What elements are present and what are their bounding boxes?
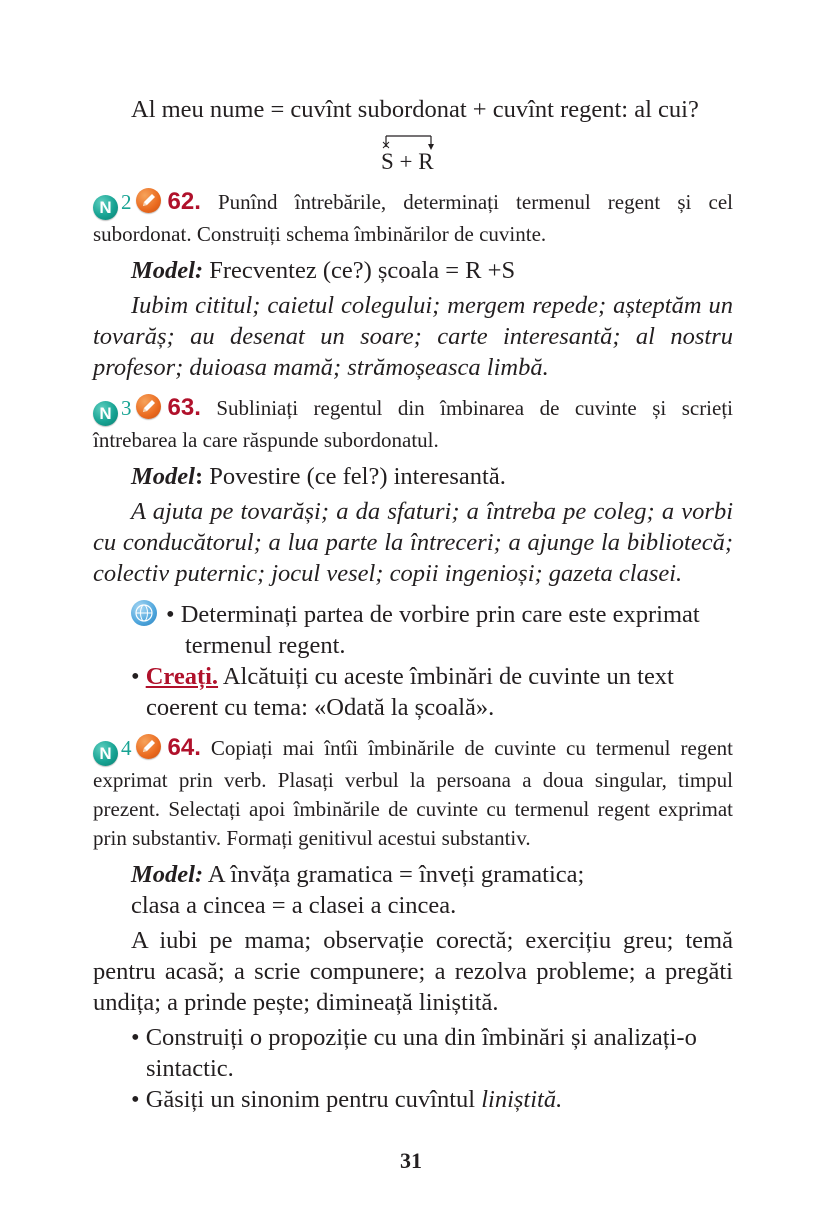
- creati-label: Creați.: [145, 663, 219, 690]
- model-line: [93, 255, 733, 286]
- exercise-instruction: Subliniați regentul din îmbinarea de cuvinte și scrieți întrebarea la care răspunde subordonatul.: [93, 396, 734, 452]
- bullet-list: [93, 599, 733, 723]
- bullet-item: [131, 661, 733, 692]
- pencil-icon: [136, 188, 161, 213]
- level-number: 2: [121, 190, 132, 214]
- exercise-items: A ajuta pe tovarăși; a da sfaturi; a întreba pe coleg; a vorbi cu conducătorul; a lua parte la întreceri; a ajunge la bibliotecă; colectiv puternic; jocul vesel; copii ingenioși; gazeta clasei.: [93, 498, 733, 587]
- n-level-icon: N: [93, 741, 118, 766]
- bullet-text: • Determinați partea de vorbire prin care este exprimat: [166, 601, 700, 628]
- globe-icon: [131, 600, 157, 626]
- model-text: Frecventez (ce?) școala = R +S: [209, 257, 516, 284]
- bullet-text: Alcătuiți cu aceste îmbinări de cuvinte un text: [218, 663, 674, 690]
- exercise-number: 62.: [167, 188, 201, 215]
- exercise-62-header: [93, 187, 733, 249]
- model-text: Povestire (ce fel?) interesantă.: [209, 463, 506, 490]
- exercise-number: 64.: [167, 734, 201, 761]
- bullet-dot: •: [131, 663, 146, 690]
- model-label: Model:: [131, 861, 204, 888]
- exercise-instruction: Copiați mai întîi îmbinările de cuvinte cu termenul regent exprimat prin verb. Plasați verbul la persoana a doua singular, timpul prezent. Selectați apoi îmbinările de cuvinte cu termenul regent exprimat prin substantiv. Formați genitivul acestui substantiv.: [93, 736, 733, 850]
- pencil-icon: [136, 734, 161, 759]
- bullet-continuation: sintactic.: [146, 1055, 234, 1082]
- model-text: A învăța gramatica = înveți gramatica;: [207, 861, 585, 888]
- bullet-item: • Construiți o propoziție cu una din îmbinări și analizați-o: [131, 1024, 697, 1051]
- bullet-text: • Găsiți un sinonim pentru cuvîntul: [131, 1086, 482, 1113]
- model-line-2: clasa a cincea = a clasei a cincea.: [131, 892, 457, 919]
- level-number: 4: [121, 736, 132, 760]
- page-number: 31: [400, 1148, 422, 1173]
- model-line: [93, 859, 733, 890]
- model-label: Model:: [131, 257, 204, 284]
- model-line: [93, 461, 733, 492]
- exercise-items: A iubi pe mama; observație corectă; exercițiu greu; temă pentru acasă; a scrie compunere; a rezolva probleme; a pregăti undița; a prinde pește; dimineață liniștită.: [93, 927, 733, 1016]
- bullet-list: [93, 1022, 733, 1115]
- bullet-item: [131, 599, 733, 630]
- exercise-64-header: [93, 733, 733, 853]
- schema-block: [93, 125, 733, 177]
- level-number: 3: [121, 396, 132, 420]
- model-colon: :: [194, 463, 204, 490]
- pencil-icon: [136, 394, 161, 419]
- exercise-items: Iubim cititul; caietul colegului; mergem repede; așteptăm un tovarăș; au desenat un soare; carte interesantă; al nostru profesor; duioasa mamă; strămoșeasca limbă.: [93, 292, 733, 381]
- emphasized-word: liniștită.: [481, 1086, 563, 1113]
- bullet-item: [131, 1084, 733, 1115]
- n-level-icon: N: [93, 195, 118, 220]
- textbook-page: [93, 94, 733, 1115]
- exercise-instruction: Punînd întrebările, determinați termenul regent și cel subordonat. Construiți schema îmbinărilor de cuvinte.: [93, 190, 733, 246]
- exercise-number: 63.: [167, 394, 201, 421]
- n-level-icon: N: [93, 401, 118, 426]
- intro-line: Al meu nume = cuvînt subordonat + cuvînt regent: al cui?: [131, 96, 699, 123]
- exercise-63-header: [93, 393, 733, 455]
- schema-formula: S + R: [381, 149, 434, 174]
- bullet-continuation: termenul regent.: [185, 632, 346, 659]
- bullet-continuation: coerent cu tema: «Odată la școală».: [146, 694, 495, 721]
- model-label: Model: [131, 463, 195, 490]
